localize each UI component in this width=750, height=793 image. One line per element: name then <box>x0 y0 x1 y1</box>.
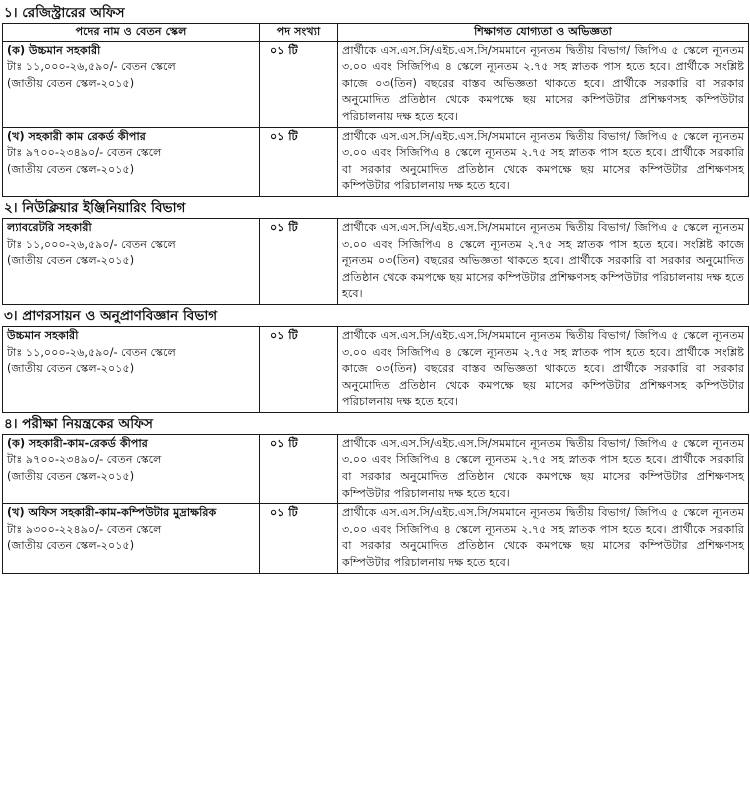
post-count: ০১ টি <box>270 220 298 234</box>
post-count: ০১ টি <box>270 129 298 143</box>
header-post-name-scale: পদের নাম ও বেতন স্কেল <box>3 24 260 42</box>
posts-table-nuclear-engineering <box>2 218 749 305</box>
qualification-text: প্রার্থীকে এস.এস.সি/এইচ.এস.সি/সমমানে ন্যূনতম দ্বিতীয় বিভাগ/ জিপিএ ৫ স্কেলে ন্যূনতম ৩.০০ এবং সিজিপিএ ৪ স্কেলে ন্যূনতম ২.৭৫ সহ স্নাতক পাস হতে হবে। প্রার্থীকে সংশ্লিষ্ট কাজে ০৩(তিন) বছরের বাস্তব অভিজ্ঞতা থাকতে হবে। প্রার্থীকে সরকারি বা সরকার অনুমোদিত প্রতিষ্ঠান থেকে কমপক্ষে ছয় মাসের কম্পিউটার প্রশিক্ষণসহ কম্পিউটার পরিচালনায় দক্ষ হতে হবে। <box>342 328 744 409</box>
post-count: ০১ টি <box>270 43 298 57</box>
table-header-row <box>3 24 749 42</box>
post-cell <box>3 218 260 304</box>
table-row <box>3 434 749 503</box>
section-heading-nuclear-engineering: ২। নিউক্লিয়ার ইঞ্জিনিয়ারিং বিভাগ <box>4 199 186 216</box>
qualification-cell <box>338 434 749 503</box>
count-cell <box>260 127 338 196</box>
count-cell <box>260 218 338 304</box>
national-pay-scale: (জাতীয় বেতন স্কেল-২০১৫) <box>7 362 135 376</box>
post-cell <box>3 41 260 127</box>
header-qualification: শিক্ষাগত যোগ্যতা ও অভিজ্ঞতা <box>338 24 749 42</box>
national-pay-scale: (জাতীয় বেতন স্কেল-২০১৫) <box>7 539 135 553</box>
post-title: ল্যাবরেটরি সহকারী <box>7 220 92 234</box>
table-row <box>3 41 749 127</box>
qualification-text: প্রার্থীকে এস.এস.সি/এইচ.এস.সি/সমমানে ন্যূনতম দ্বিতীয় বিভাগ/ জিপিএ ৫ স্কেলে ন্যূনতম ৩.০০ এবং সিজিপিএ ৪ স্কেলে ন্যূনতম ২.৭৫ সহ স্নাতক পাস হতে হবে। প্রার্থীকে সংশ্লিষ্ট কাজে ০৩(তিন) বছরের বাস্তব অভিজ্ঞতা থাকতে হবে। প্রার্থীকে সরকারি বা সরকার অনুমোদিত প্রতিষ্ঠান থেকে কমপক্ষে ছয় মাসের কম্পিউটার প্রশিক্ষণসহ কম্পিউটার পরিচালনায় দক্ষ হতে হবে। <box>342 43 744 123</box>
post-title: (ক) উচ্চমান সহকারী <box>7 43 101 57</box>
qualification-cell <box>338 218 749 304</box>
pay-scale: টাঃ ১১,০০০-২৬,৫৯০/- বেতন স্কেলে <box>7 60 176 74</box>
qualification-text: প্রার্থীকে এস.এস.সি/এইচ.এস.সি/সমমানে ন্যূনতম দ্বিতীয় বিভাগ/ জিপিএ ৫ স্কেলে ন্যূনতম ৩.০০ এবং সিজিপিএ ৪ স্কেলে ন্যূনতম ২.৭৫ সহ স্নাতক পাস হতে হবে। প্রার্থীকে সরকারি বা সরকার অনুমোদিত প্রতিষ্ঠান থেকে কমপক্ষে ছয় মাসের কম্পিউটার প্রশিক্ষণসহ কম্পিউটার পরিচালনায় দক্ষ হতে হবে। <box>342 129 744 193</box>
pay-scale: টাঃ ৯৭০০-২৩৪৯০/- বেতন স্কেলে <box>7 453 162 467</box>
post-cell <box>3 434 260 503</box>
table-row <box>3 218 749 304</box>
qualification-text: প্রার্থীকে এস.এস.সি/এইচ.এস.সি/সমমানে ন্যূনতম দ্বিতীয় বিভাগ/ জিপিএ ৫ স্কেলে ন্যূনতম ৩.০০ এবং সিজিপিএ ৪ স্কেলে ন্যূনতম ২.৭৫ সহ স্নাতক পাস হতে হবে। সংশ্লিষ্ট কাজে ন্যূনতম ০৩(তিন) বছরের অভিজ্ঞতা থাকতে হবে। প্রার্থীকে সরকারি বা সরকার অনুমোদিত প্রতিষ্ঠান থেকে কমপক্ষে ছয় মাসের কম্পিউটার প্রশিক্ষণসহ কম্পিউটার পরিচালনায় দক্ষ হতে হবে। <box>342 220 744 301</box>
qualification-cell <box>338 127 749 196</box>
posts-table-biochemistry <box>2 326 749 413</box>
pay-scale: টাঃ ৯৩০০-২২৪৯০/- বেতন স্কেলে <box>7 522 162 536</box>
national-pay-scale: (জাতীয় বেতন স্কেল-২০১৫) <box>7 470 135 484</box>
post-count: ০১ টি <box>270 328 298 342</box>
national-pay-scale: (জাতীয় বেতন স্কেল-২০১৫) <box>7 254 135 268</box>
post-title: (ক) সহকারী-কাম-রেকর্ড কীপার <box>7 436 148 450</box>
pay-scale: টাঃ ১১,০০০-২৬,৫৯০/- বেতন স্কেলে <box>7 237 176 251</box>
post-count: ০১ টি <box>270 436 298 450</box>
post-count: ০১ টি <box>270 506 298 520</box>
qualification-text: প্রার্থীকে এস.এস.সি/এইচ.এস.সি/সমমানে ন্যূনতম দ্বিতীয় বিভাগ/ জিপিএ ৫ স্কেলে ন্যূনতম ৩.০০ এবং সিজিপিএ ৪ স্কেলে ন্যূনতম ২.৭৫ সহ স্নাতক পাস হতে হবে। প্রার্থীকে সরকারি বা সরকার অনুমোদিত প্রতিষ্ঠান থেকে কমপক্ষে ছয় মাসের কম্পিউটার প্রশিক্ষণসহ কম্পিউটার পরিচালনায় দক্ষ হতে হবে। <box>342 436 744 500</box>
post-title: উচ্চমান সহকারী <box>7 328 79 342</box>
national-pay-scale: (জাতীয় বেতন স্কেল-২০১৫) <box>7 162 135 176</box>
national-pay-scale: (জাতীয় বেতন স্কেল-২০১৫) <box>7 76 135 90</box>
post-title: (খ) সহকারী কাম রেকর্ড কীপার <box>7 129 146 143</box>
count-cell <box>260 41 338 127</box>
posts-table-exam-controller-office <box>2 434 749 574</box>
section-heading-exam-controller-office: ৪। পরীক্ষা নিয়ন্ত্রকের অফিস <box>4 415 153 432</box>
section-heading-registrar-office: ১। রেজিস্ট্রারের অফিস <box>4 5 125 21</box>
qualification-text: প্রার্থীকে এস.এস.সি/এইচ.এস.সি/সমমানে ন্যূনতম দ্বিতীয় বিভাগ/ জিপিএ ৫ স্কেলে ন্যূনতম ৩.০০ এবং সিজিপিএ ৪ স্কেলে ন্যূনতম ২.৭৫ সহ স্নাতক পাস হতে হবে। প্রার্থীকে সরকারি বা সরকার অনুমোদিত প্রতিষ্ঠান থেকে কমপক্ষে ছয় মাসের কম্পিউটার প্রশিক্ষণসহ কম্পিউটার পরিচালনায় দক্ষ হতে হবে। <box>342 506 744 570</box>
count-cell <box>260 326 338 412</box>
table-row <box>3 504 749 573</box>
qualification-cell <box>338 326 749 412</box>
qualification-cell <box>338 41 749 127</box>
pay-scale: টাঃ ১১,০০০-২৬,৫৯০/- বেতন স্কেলে <box>7 345 176 359</box>
header-post-count: পদ সংখ্যা <box>260 24 338 42</box>
section-heading-biochemistry: ৩। প্রাণরসায়ন ও অনুপ্রাণবিজ্ঞান বিভাগ <box>4 307 218 324</box>
posts-table-registrar-office <box>2 23 749 197</box>
qualification-cell <box>338 504 749 573</box>
table-row <box>3 326 749 412</box>
count-cell <box>260 504 338 573</box>
post-cell <box>3 127 260 196</box>
table-row <box>3 127 749 196</box>
count-cell <box>260 434 338 503</box>
pay-scale: টাঃ ৯৭০০-২৩৪৯০/- বেতন স্কেলে <box>7 146 162 160</box>
post-cell <box>3 504 260 573</box>
post-title: (খ) অফিস সহকারী-কাম-কম্পিউটার মুদ্রাক্ষরিক <box>7 506 217 520</box>
post-cell <box>3 326 260 412</box>
